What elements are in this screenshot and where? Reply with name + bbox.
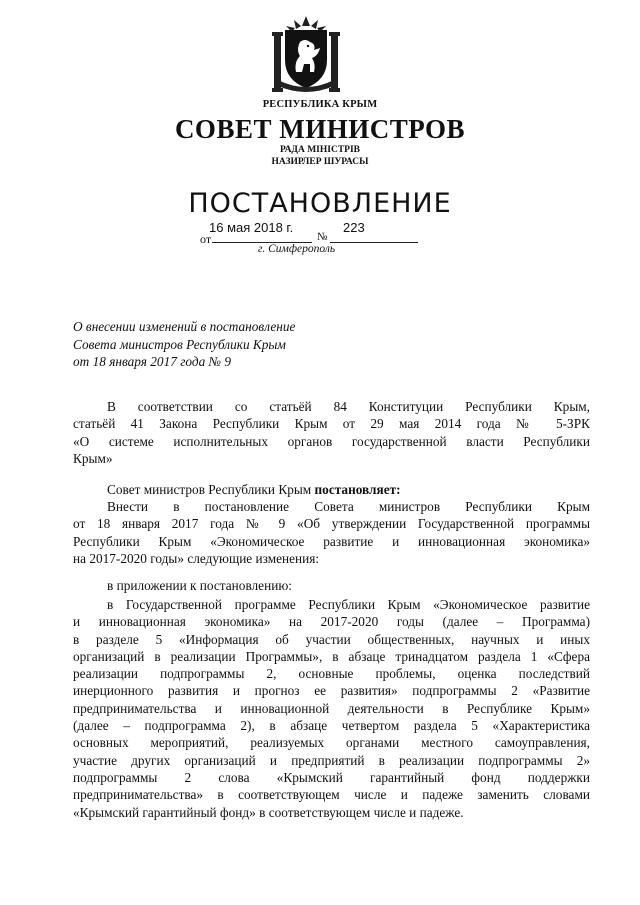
- city-name: г. Симферополь: [258, 243, 336, 255]
- paragraph-line: предпринимательства и инновационной деятельности в Республике Крым»: [73, 700, 590, 716]
- paragraph-line: реализации подпрограммы 2, основные проблемы, оценка последствий: [73, 666, 590, 682]
- paragraph-line: на 2017-2020 годы» следующие изменения:: [73, 550, 320, 566]
- paragraph-line: «Крымский гарантийный фонд» в соответствующем числе и падеже.: [73, 804, 464, 820]
- paragraph-line: В соответствии со статьёй 84 Конституции Республики Крым,: [107, 399, 590, 414]
- paragraph-line: (далее – подпрограмма 2), в абзаце четвертом раздела 5 «Характеристика: [73, 718, 590, 734]
- subject-line: Совета министров Республики Крым: [73, 336, 286, 352]
- paragraph-line: «О системе исполнительных органов государственной власти Республики: [73, 433, 590, 449]
- date-prefix-label: от: [200, 232, 212, 246]
- paragraph-line: Внести в постановление Совета министров Республики Крым: [107, 499, 590, 514]
- paragraph-line: от 18 января 2017 года № 9 «Об утверждении Государственной программы: [73, 516, 590, 532]
- paragraph-amendment-intro: [73, 498, 590, 567]
- paragraph-line: и инновационная экономика» на 2017-2020 годы (далее – Программа): [73, 614, 590, 630]
- coat-of-arms-icon: [272, 14, 340, 92]
- council-name: СОВЕТ МИНИСТРОВ: [174, 114, 466, 144]
- paragraph-resolves: [73, 481, 590, 498]
- paragraph-line: статьёй 41 Закона Республики Крым от 29 мая 2014 года № 5-ЗРК: [73, 416, 590, 432]
- paragraph-line: подпрограммы 2 слова «Крымский гарантийный фонд поддержки: [73, 769, 590, 785]
- paragraph-appendix: [73, 577, 590, 594]
- paragraph-line: в приложении к постановлению:: [107, 578, 292, 593]
- paragraph-line: в Государственной программе Республики Крым «Экономическое развитие: [107, 597, 590, 612]
- paragraph-line: инерционного развития и прогноз ее развития» подпрограммы 2 «Развитие: [73, 683, 590, 699]
- paragraph-line: организаций в реализации Программы», в абзаце тринадцатом раздела 1 «Сфера: [73, 648, 590, 664]
- subject-line: от 18 января 2017 года № 9: [73, 354, 232, 369]
- paragraph-line: Республики Крым «Экономическое развитие и инновационная экономика»: [73, 533, 590, 549]
- subject-line: О внесении изменений в постановление: [73, 319, 296, 334]
- date-value: 16 мая 2018 г.: [209, 220, 294, 235]
- date-number-row: [200, 220, 430, 244]
- paragraph-line: в разделе 5 «Информация об участии общественных, научных и иных: [73, 631, 590, 647]
- number-prefix-label: №: [317, 231, 328, 243]
- council-name-ua: РАДА МІНІСТРІВ: [279, 145, 360, 155]
- paragraph-legal-basis: [73, 398, 590, 467]
- paragraph-changes: [73, 596, 590, 821]
- resolves-text: Совет министров Республики Крым: [107, 482, 315, 497]
- number-value: 223: [343, 220, 365, 235]
- paragraph-line: предпринимательства» в соответствующем числе и падеже заменить словами: [73, 787, 590, 803]
- document-subject: [73, 318, 403, 371]
- paragraph-line: основных мероприятий, реализуемых органами местного самоуправления,: [73, 735, 590, 751]
- paragraph-line: участие других организаций и предприятий в реализации подпрограммы 2»: [73, 752, 590, 768]
- council-name-ct: НАЗИРЛЕР ШУРАСЫ: [271, 157, 369, 167]
- republic-name: РЕСПУБЛИКА КРЫМ: [262, 99, 378, 110]
- resolves-keyword: постановляет:: [314, 482, 401, 497]
- document-type-title: ПОСТАНОВЛЕНИЕ: [188, 188, 452, 219]
- number-underline: [330, 242, 418, 243]
- paragraph-line: Крым»: [73, 450, 113, 466]
